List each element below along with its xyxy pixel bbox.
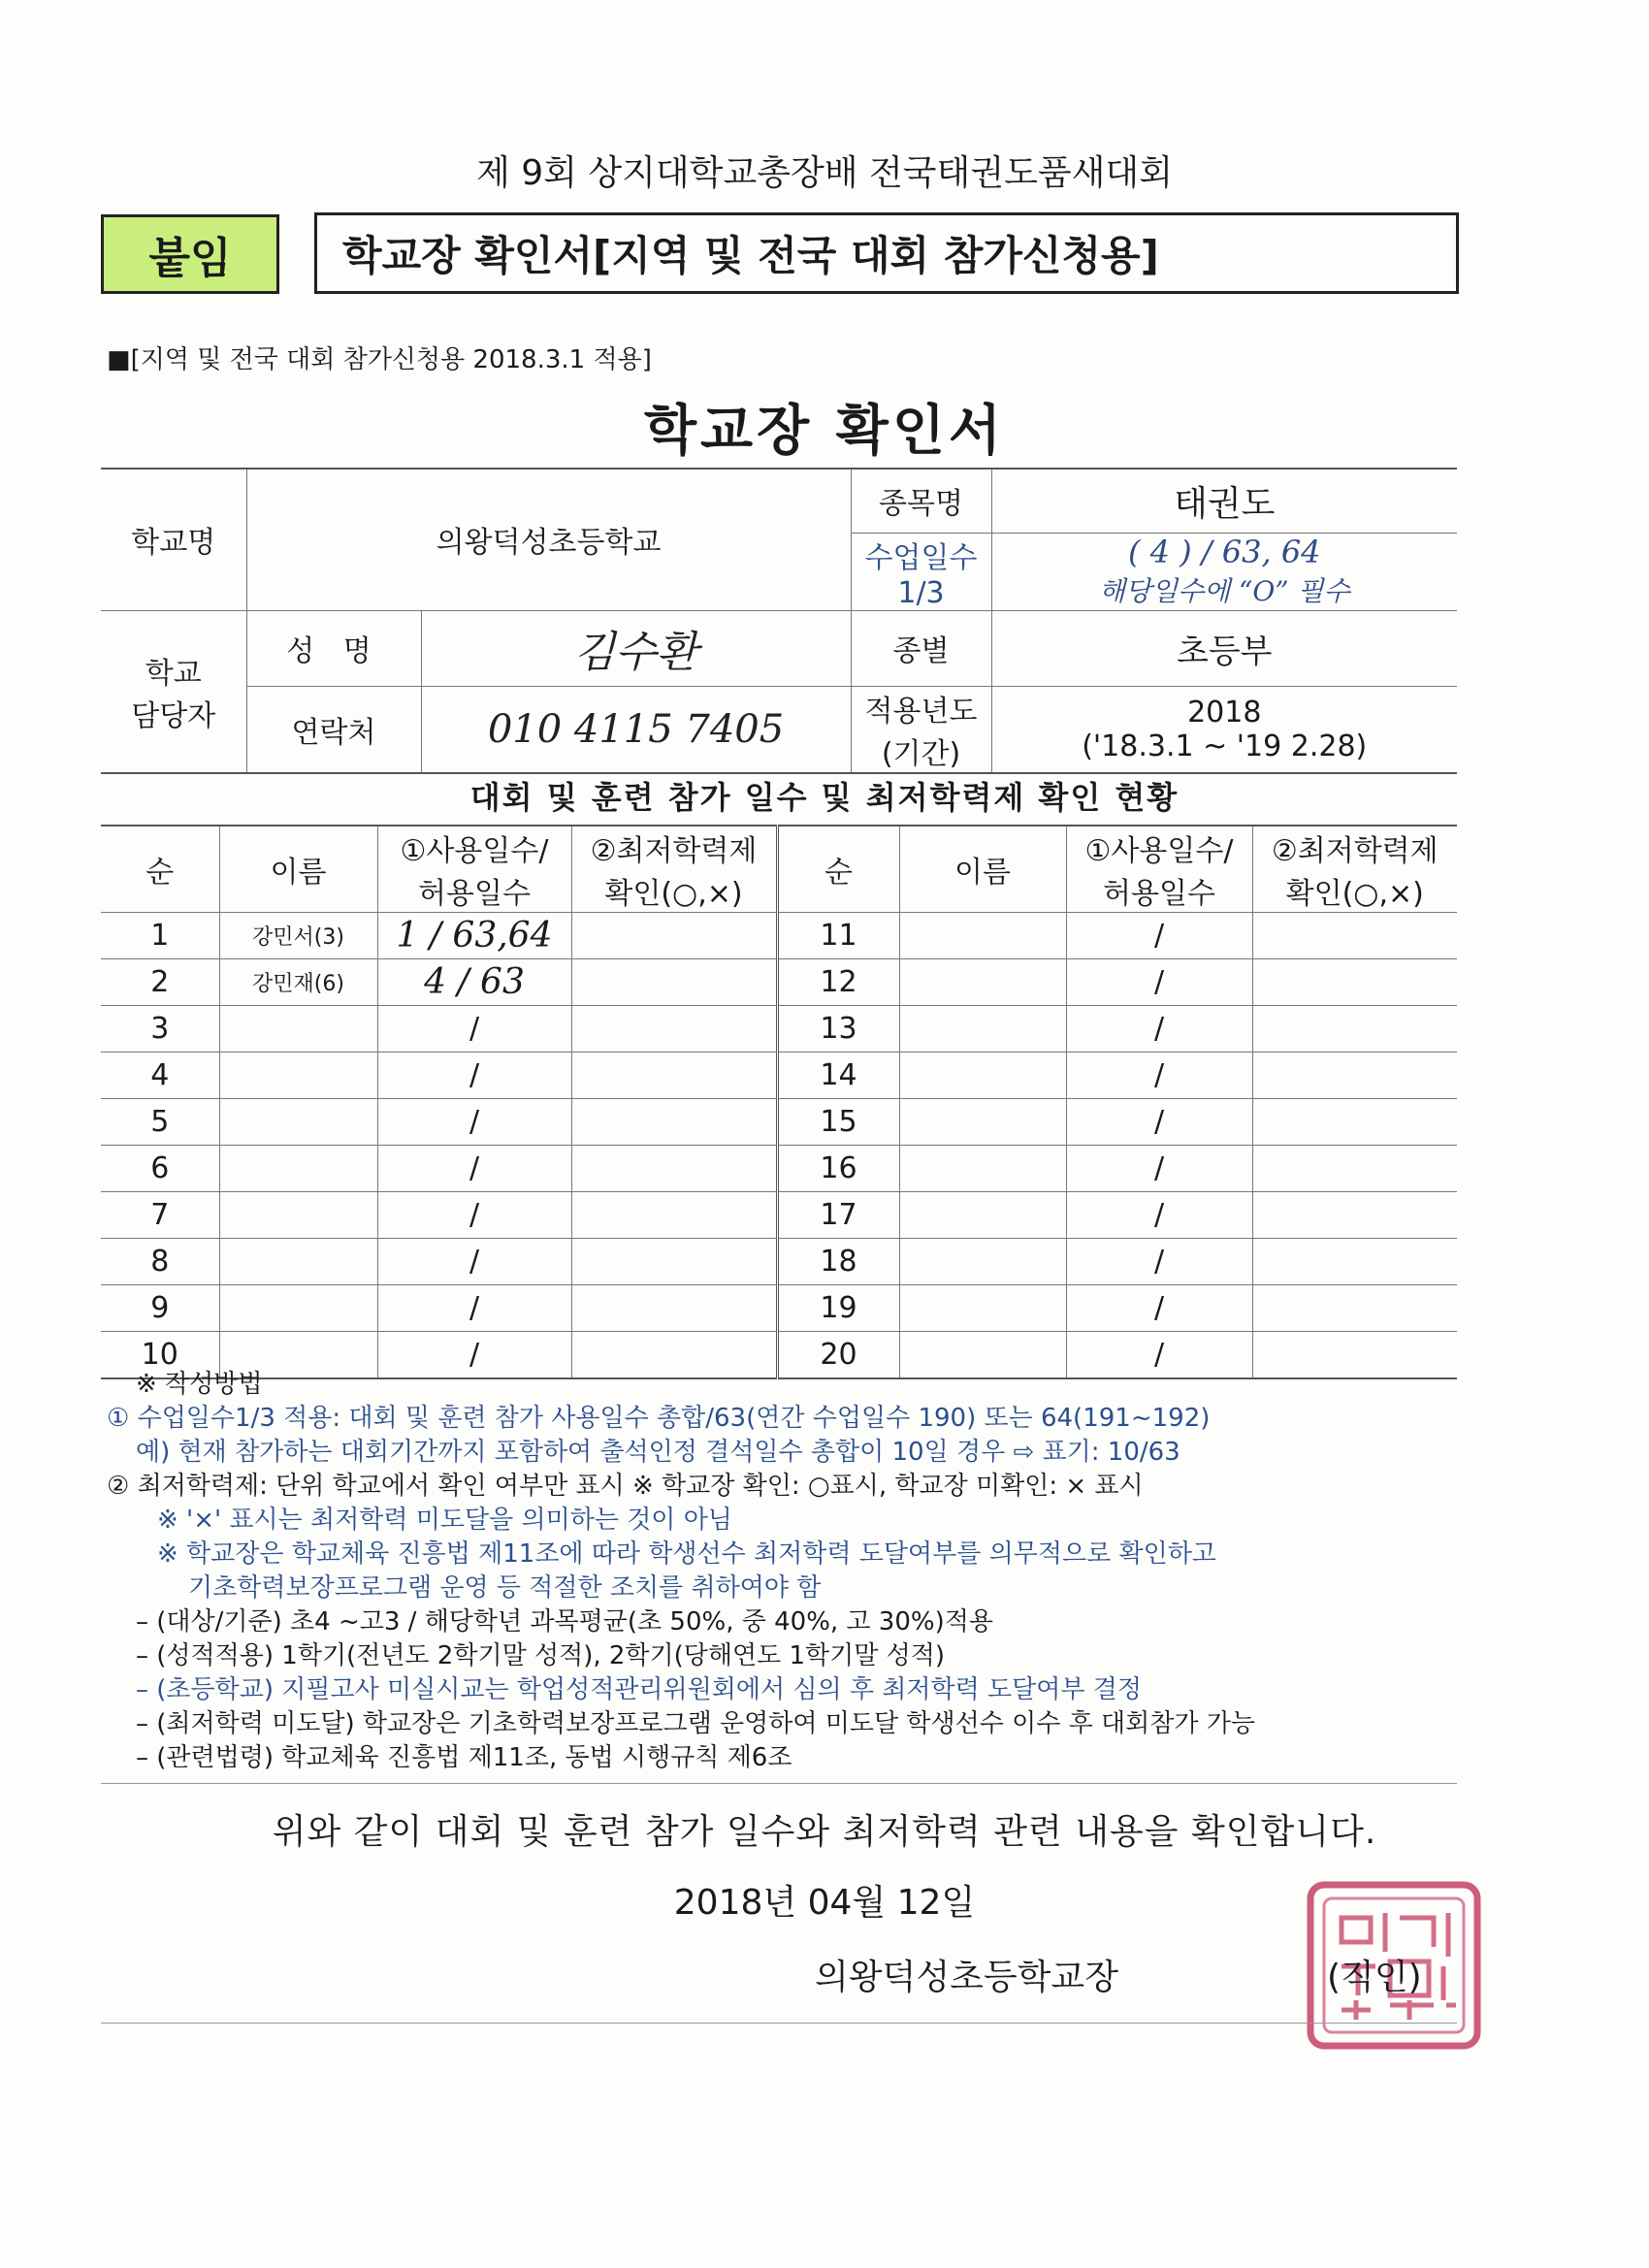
row-days: / bbox=[377, 1192, 571, 1239]
header-days-right-line2: 허용일수 bbox=[1103, 877, 1215, 911]
row-no: 5 bbox=[101, 1099, 219, 1146]
row-no: 14 bbox=[777, 1053, 899, 1099]
row-check bbox=[571, 1239, 777, 1285]
instruction-line: – (초등학교) 지필고사 미실시교는 학업성적관리위원회에서 심의 후 최저학력 도달여부 결정 bbox=[136, 1675, 1142, 1704]
header-days-left-line1: ①사용일수/ bbox=[400, 834, 549, 868]
class-days-value: ( 4 ) / 63, 64 bbox=[1127, 534, 1321, 570]
issue-date: 2018년 04월 12일 bbox=[673, 1883, 976, 1923]
row-check bbox=[1252, 1006, 1457, 1053]
row-days: 1 / 63,64 bbox=[377, 913, 571, 959]
table-row bbox=[101, 1146, 1457, 1192]
division-value: 초등부 bbox=[991, 610, 1457, 686]
table-row bbox=[101, 1239, 1457, 1285]
header-days-left bbox=[377, 826, 571, 913]
principal-name: 의왕덕성초등학교장 bbox=[815, 1958, 1118, 1997]
row-name bbox=[219, 1285, 377, 1332]
row-name bbox=[219, 1146, 377, 1192]
writing-instructions bbox=[107, 1368, 1484, 1775]
row-check bbox=[1252, 1285, 1457, 1332]
row-no: 11 bbox=[777, 913, 899, 959]
year-label-line2: (기간) bbox=[881, 736, 961, 771]
instruction-line: ※ 학교장은 학교체육 진흥법 제11조에 따라 학생선수 최저학력 도달여부를 의무적으로 확인하고 bbox=[157, 1539, 1216, 1569]
row-name bbox=[219, 1006, 377, 1053]
row-no: 2 bbox=[101, 959, 219, 1006]
row-check bbox=[571, 1285, 777, 1332]
participation-status-table bbox=[101, 825, 1457, 1379]
header-no-right: 순 bbox=[777, 826, 899, 913]
sport-value: 태권도 bbox=[991, 469, 1457, 533]
row-no: 4 bbox=[101, 1053, 219, 1099]
year-label-line1: 적용년도 bbox=[864, 694, 978, 729]
row-check bbox=[1252, 1146, 1457, 1192]
year-value-cell bbox=[991, 686, 1457, 773]
row-no: 1 bbox=[101, 913, 219, 959]
class-days-value-cell bbox=[991, 533, 1457, 610]
instruction-line: – (대상/기준) 초4 ~고3 / 해당학년 과목평균(초 50%, 중 40%, 고 30%)적용 bbox=[136, 1607, 993, 1636]
row-days: / bbox=[377, 1332, 571, 1378]
header-check-right-line2: 확인(○,×) bbox=[1285, 877, 1424, 911]
row-check bbox=[571, 1006, 777, 1053]
class-days-label bbox=[851, 533, 991, 610]
row-days: / bbox=[1066, 1146, 1252, 1192]
row-name bbox=[219, 1053, 377, 1099]
instruction-line: 예) 현재 참가하는 대회기간까지 포함하여 출석인정 결석일수 총합이 10일 경우 ⇨ 표기: 10/63 bbox=[136, 1438, 1180, 1467]
row-no: 16 bbox=[777, 1146, 899, 1192]
row-no: 19 bbox=[777, 1285, 899, 1332]
row-no: 17 bbox=[777, 1192, 899, 1239]
header-days-right-line1: ①사용일수/ bbox=[1084, 834, 1234, 868]
header-check-left bbox=[571, 826, 777, 913]
class-days-label-line1: 수업일수 bbox=[864, 540, 978, 575]
divider bbox=[101, 1783, 1457, 1784]
table-row bbox=[101, 913, 1457, 959]
row-days: / bbox=[377, 1146, 571, 1192]
instruction-line: – (최저학력 미도달) 학교장은 기초학력보장프로그램 운영하여 미도달 학생선수 이수 후 대회참가 가능 bbox=[136, 1709, 1255, 1738]
row-days: / bbox=[377, 1099, 571, 1146]
header-check-right-line1: ②최저학력제 bbox=[1271, 834, 1439, 868]
row-check bbox=[571, 1053, 777, 1099]
row-days: / bbox=[1066, 913, 1252, 959]
row-name bbox=[899, 1006, 1066, 1053]
row-days: / bbox=[377, 1239, 571, 1285]
school-value: 의왕덕성초등학교 bbox=[246, 469, 851, 610]
row-name bbox=[899, 913, 1066, 959]
row-days: / bbox=[1066, 1239, 1252, 1285]
row-days: 4 / 63 bbox=[377, 959, 571, 1006]
row-days: / bbox=[377, 1053, 571, 1099]
table-row bbox=[101, 959, 1457, 1006]
header-check-left-line1: ②최저학력제 bbox=[590, 834, 758, 868]
table-row bbox=[101, 1285, 1457, 1332]
row-days: / bbox=[1066, 1053, 1252, 1099]
header-name-left: 이름 bbox=[219, 826, 377, 913]
header-days-right bbox=[1066, 826, 1252, 913]
row-days: / bbox=[1066, 1192, 1252, 1239]
row-days: / bbox=[377, 1285, 571, 1332]
main-title: 학교장 확인서 bbox=[643, 400, 1006, 463]
year-period: ('18.3.1 ~ '19 2.28) bbox=[1082, 729, 1368, 763]
table-row bbox=[101, 1053, 1457, 1099]
header-check-right bbox=[1252, 826, 1457, 913]
row-no: 8 bbox=[101, 1239, 219, 1285]
instruction-line: ① 수업일수1/3 적용: 대회 및 훈련 참가 사용일수 총합/63(연간 수업일수 190) 또는 64(191~192) bbox=[107, 1404, 1211, 1433]
confirmation-statement: 위와 같이 대회 및 훈련 참가 일수와 최저학력 관련 내용을 확인합니다. bbox=[272, 1812, 1377, 1852]
row-name bbox=[899, 1192, 1066, 1239]
row-check bbox=[571, 959, 777, 1006]
manager-label-line1: 학교 bbox=[145, 656, 202, 691]
row-name bbox=[899, 1146, 1066, 1192]
row-name: 강민서(3) bbox=[219, 913, 377, 959]
row-check bbox=[1252, 1053, 1457, 1099]
row-days: / bbox=[377, 1006, 571, 1053]
status-title: 대회 및 훈련 참가 일수 및 최저학력제 확인 현황 bbox=[469, 779, 1180, 816]
header-name-right: 이름 bbox=[899, 826, 1066, 913]
class-days-note: 해당일수에 “O” 필수 bbox=[1098, 575, 1350, 607]
row-name bbox=[219, 1192, 377, 1239]
contact-value: 010 4115 7405 bbox=[421, 686, 851, 773]
row-no: 12 bbox=[777, 959, 899, 1006]
row-no: 3 bbox=[101, 1006, 219, 1053]
instructions-title: ※ 작성방법 bbox=[136, 1370, 263, 1399]
manager-label-line2: 담당자 bbox=[131, 698, 216, 733]
instruction-line: 기초학력보장프로그램 운영 등 적절한 조치를 취하여야 함 bbox=[188, 1573, 822, 1603]
row-name bbox=[899, 959, 1066, 1006]
row-no: 7 bbox=[101, 1192, 219, 1239]
class-days-label-line2: 1/3 bbox=[897, 575, 945, 610]
row-check bbox=[571, 1146, 777, 1192]
row-check bbox=[1252, 1192, 1457, 1239]
row-name bbox=[899, 1239, 1066, 1285]
row-name bbox=[899, 1053, 1066, 1099]
attachment-badge: 붙임 bbox=[101, 214, 279, 294]
school-info-table bbox=[101, 468, 1457, 774]
document-heading: 학교장 확인서[지역 및 전국 대회 참가신청용] bbox=[314, 212, 1459, 294]
row-days: / bbox=[1066, 1285, 1252, 1332]
year-value: 2018 bbox=[1187, 695, 1262, 729]
row-check bbox=[571, 913, 777, 959]
row-no: 13 bbox=[777, 1006, 899, 1053]
row-days: / bbox=[1066, 1099, 1252, 1146]
row-days: / bbox=[1066, 1332, 1252, 1378]
row-no: 18 bbox=[777, 1239, 899, 1285]
contact-label: 연락처 bbox=[246, 686, 421, 773]
instruction-line: – (관련법령) 학교체육 진흥법 제11조, 동법 시행규칙 제6조 bbox=[136, 1743, 792, 1772]
sport-label: 종목명 bbox=[851, 469, 991, 533]
row-days: / bbox=[1066, 1006, 1252, 1053]
row-check bbox=[1252, 959, 1457, 1006]
row-name bbox=[899, 1099, 1066, 1146]
school-label: 학교명 bbox=[101, 469, 246, 610]
seal-label: (직인) bbox=[1327, 1958, 1422, 1997]
header-no-left: 순 bbox=[101, 826, 219, 913]
manager-label bbox=[101, 610, 246, 773]
divider bbox=[101, 2023, 1457, 2024]
row-check bbox=[1252, 913, 1457, 959]
row-name bbox=[219, 1099, 377, 1146]
table-row bbox=[101, 1006, 1457, 1053]
row-check bbox=[571, 1099, 777, 1146]
row-no: 10 bbox=[101, 1332, 219, 1378]
row-check bbox=[1252, 1099, 1457, 1146]
row-name bbox=[219, 1239, 377, 1285]
row-check bbox=[1252, 1239, 1457, 1285]
application-note: ■[지역 및 전국 대회 참가신청용 2018.3.1 적용] bbox=[107, 345, 652, 374]
table-row bbox=[101, 1099, 1457, 1146]
name-label: 성 명 bbox=[246, 610, 421, 686]
division-label: 종별 bbox=[851, 610, 991, 686]
row-no: 6 bbox=[101, 1146, 219, 1192]
row-no: 15 bbox=[777, 1099, 899, 1146]
name-value: 김수환 bbox=[421, 610, 851, 686]
instruction-line: – (성적적용) 1학기(전년도 2학기말 성적), 2학기(당해연도 1학기말 성적) bbox=[136, 1641, 946, 1670]
header-check-left-line2: 확인(○,×) bbox=[604, 877, 743, 911]
instruction-line: ※ '×' 표시는 최저학력 미도달을 의미하는 것이 아님 bbox=[157, 1506, 732, 1535]
row-check bbox=[571, 1192, 777, 1239]
instruction-line: ② 최저학력제: 단위 학교에서 확인 여부만 표시 ※ 학교장 확인: ○표시, 학교장 미확인: × 표시 bbox=[107, 1472, 1144, 1501]
row-name: 강민재(6) bbox=[219, 959, 377, 1006]
table-row bbox=[101, 1192, 1457, 1239]
row-no: 20 bbox=[777, 1332, 899, 1378]
header-days-left-line2: 허용일수 bbox=[418, 877, 531, 911]
row-days: / bbox=[1066, 959, 1252, 1006]
row-no: 9 bbox=[101, 1285, 219, 1332]
year-label bbox=[851, 686, 991, 773]
row-name bbox=[899, 1285, 1066, 1332]
event-title: 제 9회 상지대학교총장배 전국태권도품새대회 bbox=[476, 153, 1173, 193]
